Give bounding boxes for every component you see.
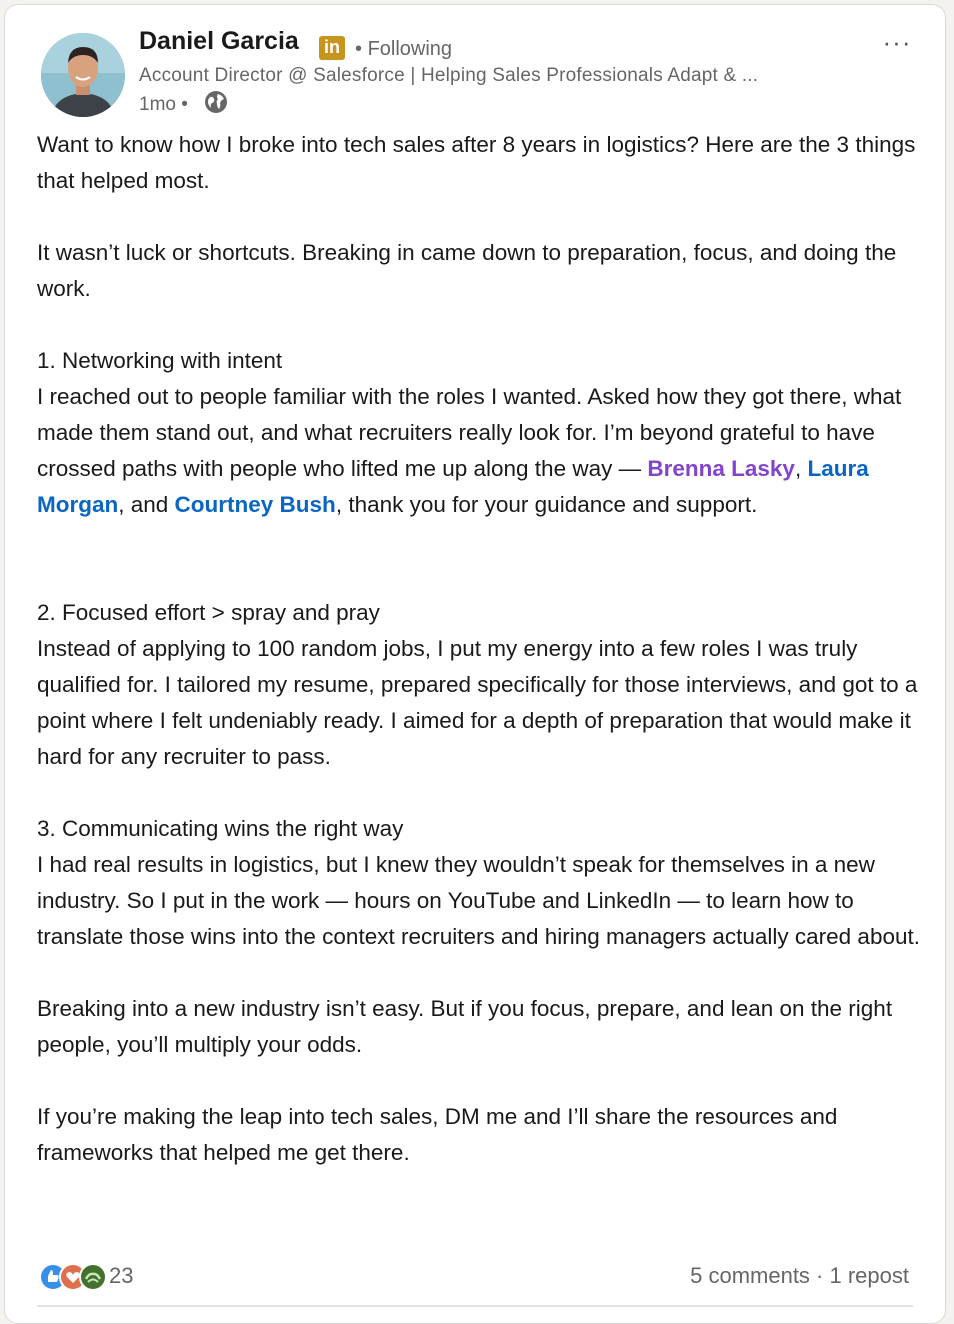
linkedin-premium-icon: in <box>319 36 345 60</box>
post-paragraph: Want to know how I broke into tech sales after 8 years in logistics? Here are the 3 things that helped most. <box>37 132 916 193</box>
author-headline: Account Director @ Salesforce | Helping Sales Professionals Adapt & ... <box>139 65 759 86</box>
author-avatar[interactable] <box>41 33 125 117</box>
follow-status: • Following <box>355 38 453 60</box>
mention-link[interactable]: Laura Morgan <box>37 456 869 517</box>
post-paragraph: I had real results in logistics, but I knew they wouldn’t speak for themselves in a new industry. So I put in the work — hours on YouTube and LinkedIn — to learn how to translate those wins into the context recruiters and hiring managers actually cared about. <box>37 852 920 949</box>
comments-link[interactable]: 5 comments <box>690 1263 810 1288</box>
author-name[interactable]: Daniel Garcia <box>139 27 299 55</box>
post-body <box>37 127 932 1171</box>
reposts-link[interactable]: 1 repost <box>829 1263 909 1288</box>
mention-link[interactable]: Brenna Lasky <box>647 456 795 481</box>
post-time: 1mo • <box>139 94 188 115</box>
support-icon <box>79 1263 107 1291</box>
post-paragraph: It wasn’t luck or shortcuts. Breaking in came down to preparation, focus, and doing the work. <box>37 240 897 301</box>
post-paragraph: If you’re making the leap into tech sales, DM me and I’ll share the resources and frameworks that helped me get there. <box>37 1104 838 1165</box>
point-title: 3. Communicating wins the right way <box>37 816 404 841</box>
point-title: 2. Focused effort > spray and pray <box>37 600 380 625</box>
mention-link[interactable]: Courtney Bush <box>174 492 336 517</box>
divider <box>37 1305 913 1307</box>
point-title: 1. Networking with intent <box>37 348 283 373</box>
globe-icon <box>204 90 228 114</box>
engagement-stats: 5 comments · 1 repost <box>690 1263 909 1288</box>
post-paragraph: I reached out to people familiar with the roles I wanted. Asked how they got there, what made them stand out, and what recruiters really look for. I’m beyond grateful to have crossed paths with people who lifted me up along the way — Brenna Lasky, Laura Morgan, and Courtney Bush, thank you for your guidance and support. <box>37 384 902 517</box>
more-options-button[interactable]: ··· <box>882 27 912 57</box>
post-card <box>4 4 946 1324</box>
post-paragraph: Instead of applying to 100 random jobs, I put my energy into a few roles I was truly qualified for. I tailored my resume, prepared specifically for those interviews, and got to a point where I felt undeniably ready. I aimed for a depth of preparation that would make it hard for any recruiter to pass. <box>37 636 918 769</box>
reaction-count[interactable]: 23 <box>109 1263 134 1288</box>
post-paragraph: Breaking into a new industry isn’t easy. But if you focus, prepare, and lean on the right people, you’ll multiply your odds. <box>37 996 893 1057</box>
